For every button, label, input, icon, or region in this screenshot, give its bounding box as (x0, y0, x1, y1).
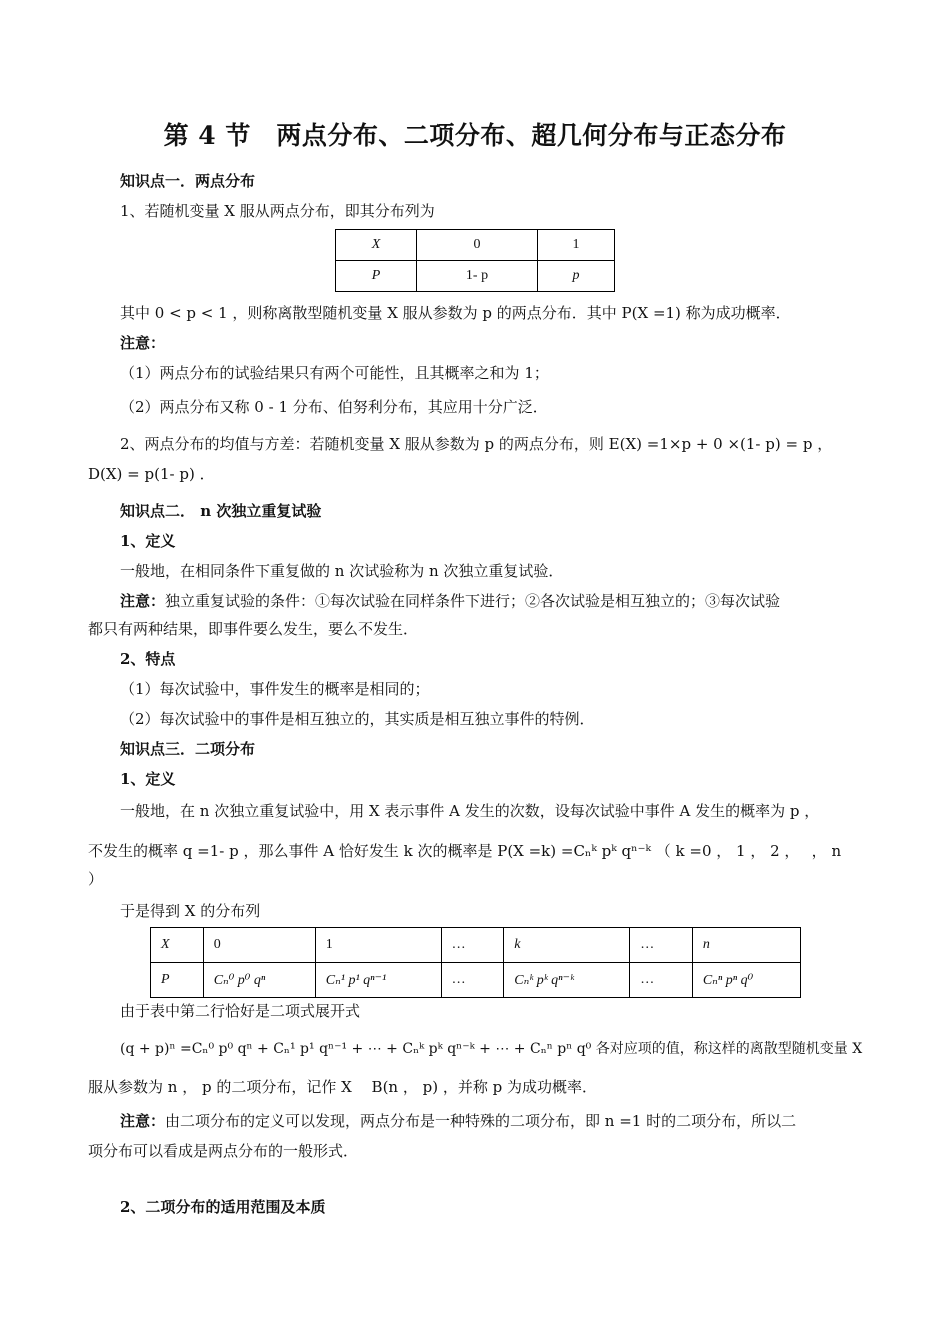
table-cell: 1- p (417, 261, 538, 292)
table-cell: Cₙ⁰ p⁰ qⁿ (203, 963, 315, 998)
table-cell: 1 (538, 230, 615, 261)
table-cell: … (630, 963, 693, 998)
s3-paragraph-3: 于是得到 X 的分布列 (120, 902, 261, 920)
section3-heading: 知识点三．二项分布 (120, 740, 256, 758)
s1-paragraph-1: 1、若随机变量 X 服从两点分布，即其分布列为 (120, 202, 435, 220)
s1-note-label: 注意： (120, 334, 166, 352)
two-point-distribution-table (335, 229, 615, 292)
s3-note-text: 由二项分布的定义可以发现，两点分布是一种特殊的二项分布，即 n =1 时的二项分布，所以二 (165, 1112, 797, 1130)
s3-note-label: 注意： (120, 1112, 166, 1130)
s3-subheading-2: 2、二项分布的适用范围及本质 (120, 1198, 326, 1216)
s2-note-text: 独立重复试验的条件：①每次试验在同样条件下进行；②各次试验是相互独立的；③每次试验 (165, 592, 781, 610)
s2-paragraph-1: 一般地，在相同条件下重复做的 n 次试验称为 n 次独立重复试验． (120, 562, 564, 580)
table-cell: … (630, 928, 693, 963)
table-cell: k (504, 928, 630, 963)
s1-paragraph-3b: D(X) = p(1- p) ． (88, 465, 215, 483)
s2-subheading-2: 2、特点 (120, 650, 176, 668)
s3-binomial-expansion: (q + p)ⁿ =Cₙ⁰ p⁰ qⁿ + Cₙ¹ p¹ qⁿ⁻¹ + ⋯ + Cₙᵏ pᵏ qⁿ⁻ᵏ + ⋯ + Cₙⁿ pⁿ q⁰ 各对应项的值，称这样的离散型随机变量 X (120, 1041, 863, 1057)
s3-note (120, 1110, 796, 1131)
table-cell: 0 (203, 928, 315, 963)
table-cell: 1 (315, 928, 441, 963)
s2-note (120, 590, 780, 611)
s3-paragraph-2: 不发生的概率 q =1- p ，那么事件 A 恰好发生 k 次的概率是 P(X =k) =Cₙᵏ pᵏ qⁿ⁻ᵏ （ k =0 ， 1 ， 2 ， ， n (88, 842, 842, 860)
s1-note-1: （1）两点分布的试验结果只有两个可能性，且其概率之和为 1； (120, 364, 549, 382)
page-title: 第 4 节 两点分布、二项分布、超几何分布与正态分布 (163, 121, 787, 150)
s2-note-label: 注意： (120, 592, 166, 610)
s1-paragraph-3: 2、两点分布的均值与方差：若随机变量 X 服从参数为 p 的两点分布，则 E(X) =1×p + 0 ×(1- p) = p ， (120, 435, 833, 453)
table-cell: X (336, 230, 417, 261)
s1-note-2: （2）两点分布又称 0 - 1 分布、伯努利分布，其应用十分广泛． (120, 398, 548, 416)
table-cell: Cₙ¹ p¹ qⁿ⁻¹ (315, 963, 441, 998)
binomial-distribution-table (150, 927, 801, 998)
s2-feature-2: （2）每次试验中的事件是相互独立的，其实质是相互独立事件的特例． (120, 710, 595, 728)
table-cell: … (441, 928, 504, 963)
table-cell: P (151, 963, 204, 998)
table-cell: … (441, 963, 504, 998)
s3-paragraph-6: 服从参数为 n ， p 的二项分布，记作 X B(n ， p) ，并称 p 为成功概率． (88, 1078, 597, 1096)
s1-paragraph-2: 其中 0 < p < 1 ，则称离散型随机变量 X 服从参数为 p 的两点分布．其中 P(X =1) 称为成功概率． (120, 304, 791, 322)
table-cell: n (692, 928, 800, 963)
s3-subheading-1: 1、定义 (120, 770, 176, 788)
s3-paragraph-1: 一般地，在 n 次独立重复试验中，用 X 表示事件 A 发生的次数，设每次试验中事件 A 发生的概率为 p ， (120, 802, 820, 820)
table-cell: X (151, 928, 204, 963)
section1-heading: 知识点一．两点分布 (120, 172, 256, 190)
table-row (151, 928, 801, 963)
table-cell: P (336, 261, 417, 292)
s3-paragraph-4: 由于表中第二行恰好是二项式展开式 (120, 1002, 361, 1020)
s2-note-2: 都只有两种结果，即事件要么发生，要么不发生． (88, 620, 419, 638)
table-cell: p (538, 261, 615, 292)
table-cell: Cₙⁿ pⁿ q⁰ (692, 963, 800, 998)
s2-feature-1: （1）每次试验中，事件发生的概率是相同的； (120, 680, 430, 698)
s3-note-2: 项分布可以看成是两点分布的一般形式． (88, 1142, 359, 1160)
table-row (336, 261, 615, 292)
table-cell: 0 (417, 230, 538, 261)
s3-paragraph-2b: ） (88, 870, 104, 888)
table-cell: Cₙᵏ pᵏ qⁿ⁻ᵏ (504, 963, 630, 998)
table-row (151, 963, 801, 998)
table-row (336, 230, 615, 261)
s2-subheading-1: 1、定义 (120, 532, 176, 550)
section2-heading: 知识点二． n 次独立重复试验 (120, 502, 322, 520)
